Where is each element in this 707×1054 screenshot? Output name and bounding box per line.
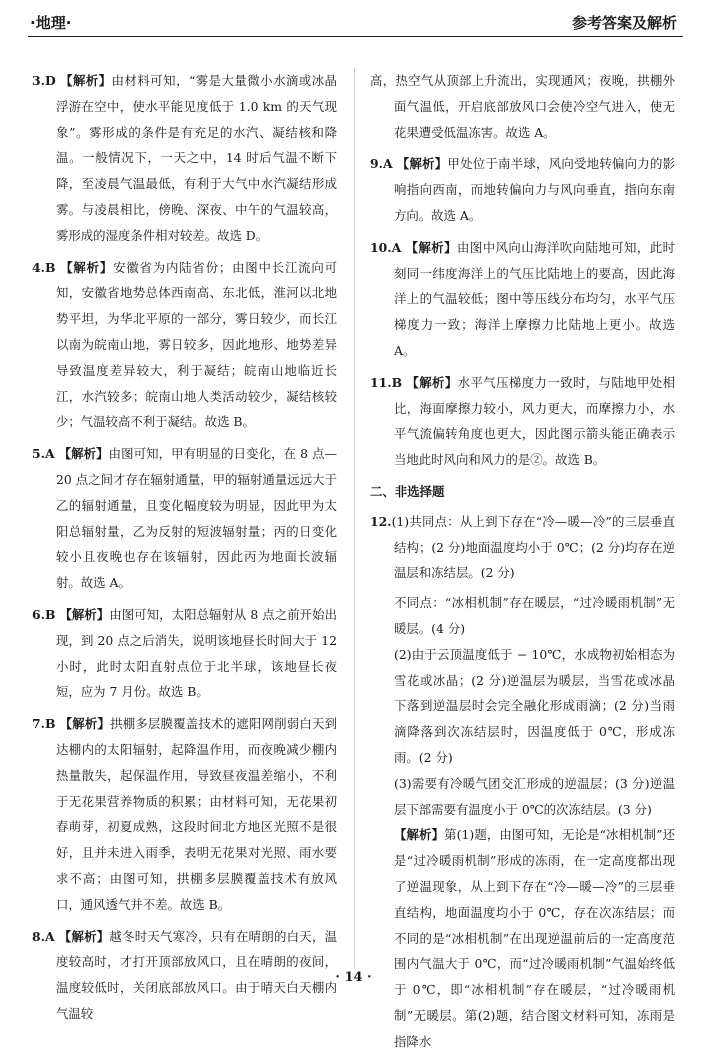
answer-item-3 bbox=[32, 68, 337, 249]
analysis-text: 由图中风向山海洋吹向陆地可知，此时刻同一纬度海洋上的气压比陆地上的要高，因此海洋上的气温较低；图中等压线分布均匀，水平气压梯度力一致；海洋上摩擦力比陆地上更小。故选 A。 bbox=[394, 239, 675, 358]
analysis-text: 甲处位于南半球，风向受地转偏向力的影响指向西南，而地转偏向力与风向垂直，指向东南方向。故选 A。 bbox=[394, 156, 676, 223]
answer-letter: D bbox=[44, 73, 56, 88]
analysis-text: 第(1)题，由图可知，无论是“冰相机制”还是“过冷暖雨机制”形成的冻雨，在一定高度都出现了逆温现象，从上到下存在“冷—暖—冷”的三层垂直结构，地面温度均小于 0℃，存在次冻结层；而不同的是“冰相机制”在出现逆温前后的一定高度范围内气温大于 0℃，而“过冷暖雨机制”气温始终低于 0℃，即“冰相机制”存在暖层，“过冷暖雨机制”无暖层。第(2)题，结合图文材料可知，冻雨是指降水 bbox=[394, 827, 675, 1049]
question-number: 11. bbox=[370, 374, 392, 390]
answer-item-7 bbox=[32, 711, 337, 917]
analysis-tag: 【解析】 bbox=[60, 73, 112, 88]
left-column bbox=[32, 68, 337, 1033]
analysis-tag: 【解析】 bbox=[394, 827, 445, 843]
analysis-tag: 【解析】 bbox=[58, 446, 109, 462]
answer-letter: A bbox=[44, 446, 55, 462]
analysis-text: 由图可知，太阳总辐射从 8 点之前开始出现，到 20 点之后消失，说明该地昼长时间大于 12 小时，此时太阳直射点位于北半球，该地昼长夜短，应为 7 月份。故选 B。 bbox=[56, 606, 337, 700]
answer-item-9 bbox=[370, 151, 675, 228]
question-number: 4. bbox=[32, 259, 45, 275]
answer-text: (1)共同点：从上到下存在“冷—暖—冷”的三层垂直结构；(2 分)地面温度均小于 0℃；(2 分)均存在逆温层和冻结层。(2 分) bbox=[391, 513, 675, 581]
analysis-tag: 【解析】 bbox=[58, 928, 110, 944]
question-number: 7. bbox=[32, 716, 45, 732]
column-divider bbox=[354, 68, 355, 968]
analysis-tag: 【解析】 bbox=[59, 606, 110, 622]
answer-item-11 bbox=[370, 370, 675, 473]
question-number: 5. bbox=[32, 446, 45, 462]
analysis-tag: 【解析】 bbox=[396, 156, 448, 172]
question-number: 8. bbox=[32, 928, 45, 944]
answer-item-5 bbox=[32, 441, 337, 596]
analysis-tag: 【解析】 bbox=[60, 259, 114, 275]
question-number: 10. bbox=[370, 239, 392, 255]
answer-item-12-part1 bbox=[370, 509, 675, 586]
analysis-text: 由图可知，甲有明显的日变化，在 8 点—20 点之间才存在辐射通量，甲的辐射通量远远大于乙的辐射通量，且变化幅度较为明显，因此甲为太阳总辐射量，乙为反射的短波辐射量；丙的日变化较小且夜晚也存在该辐射，因此丙为地面长波辐射。故选 A。 bbox=[56, 446, 337, 591]
answer-item-12-part3: (3)需要有冷暖气团交汇形成的逆温层；(3 分)逆温层下部需要有温度小于 0℃的次冻结层。(3 分) bbox=[394, 775, 675, 817]
analysis-tag: 【解析】 bbox=[405, 239, 457, 255]
page-number: · 14 · bbox=[335, 970, 372, 985]
answer-item-6 bbox=[32, 602, 337, 705]
page-header bbox=[28, 6, 683, 37]
answer-letter: B bbox=[44, 716, 56, 732]
answer-item-8-continued bbox=[370, 68, 675, 145]
answer-letter: B bbox=[44, 259, 56, 275]
analysis-text: 水平气压梯度力一致时，与陆地甲处相比，海面摩擦力较小，风力更大，而摩擦力小，水平气流偏转角度也更大，因此图示箭头能正确表示当地此时风向和风力的是②。故选 B。 bbox=[394, 374, 675, 468]
analysis-text: 拱棚多层膜覆盖技术的遮阳网削弱白天到达棚内的太阳辐射，起降温作用，而夜晚减少棚内热量散失，起保温作用，导致昼夜温差缩小，不利于无花果营养物质的积累；由材料可知，无花果初春萌芽，初夏成熟，这段时间北方地区光照不是很好，且并未进入雨季，表明无花果对光照、雨水要求不高；由图可知，拱棚多层膜覆盖技术有放风口，通风透气并不差。故选 B。 bbox=[56, 716, 337, 912]
question-number: 9. bbox=[370, 156, 383, 172]
answer-item-12-analysis bbox=[370, 822, 675, 1054]
answer-item-10 bbox=[370, 235, 675, 364]
answer-item-12-part2: (2)由于云顶温度低于 − 10℃，水成物初始相态为雪花或冰晶；(2 分)逆温层为暖层，当雪花或冰晶下落到逆温层时会完全融化形成雨滴；(2 分)当雨滴降落到次冻结层时，因温度低于 0℃，形成冻雨。(2 分) bbox=[394, 646, 675, 765]
right-column bbox=[370, 68, 675, 1054]
answer-letter: B bbox=[44, 606, 56, 622]
analysis-text: 高，热空气从顶部上升流出，实现通风；夜晚，拱棚外面气温低，开启底部放风口会使冷空气进入，使无花果遭受低温冻害。故选 A。 bbox=[370, 73, 675, 140]
answer-letter: A bbox=[44, 928, 55, 944]
analysis-tag: 【解析】 bbox=[406, 374, 458, 390]
analysis-text: 安徽省为内陆省份；由图中长江流向可知，安徽省地势总体西南高、东北低，淮河以北地势平坦，为华北平原的一部分，雾日较少，而长江以南为皖南山地，雾日较多，因此地形、地势差异导致温度差异较大，利于凝结；皖南山地临近长江，水汽较多；皖南山地人类活动较少，凝结核较少；气温较高不利于凝结。故选 B。 bbox=[56, 259, 338, 430]
section-title: 二、非选择题 bbox=[370, 483, 445, 499]
answer-letter: A bbox=[382, 156, 393, 172]
answer-item-12-part1-diff: 不同点：“冰相机制”存在暖层，“过冷暖雨机制”无暖层。(4 分) bbox=[394, 595, 675, 636]
question-number: 3. bbox=[32, 73, 45, 88]
analysis-tag: 【解析】 bbox=[59, 716, 111, 732]
analysis-text: 越冬时天气寒冷，只有在晴朗的白天，温度较高时，才打开顶部放风口，且在晴朗的夜间，温度较低时，关闭底部放风口。由于晴天白天棚内气温较 bbox=[56, 928, 338, 1021]
subject-label: ·地理· bbox=[30, 14, 72, 32]
header-title: 参考答案及解析 bbox=[571, 14, 677, 32]
answer-letter: A bbox=[391, 239, 402, 255]
analysis-text: 由材料可知，“雾是大量微小水滴或冰晶浮游在空中，使水平能见度低于 1.0 km 的天气现象”。雾形成的条件是有充足的水汽、凝结核和降温。一般情况下，一天之中，14 时后气温不断下降，至凌晨气温最低，有利于大气中水汽凝结形成雾。与凌晨相比，傍晚、深夜、中午的气温较高，雾形成的湿度条件相对较差。故选 D。 bbox=[56, 73, 337, 243]
question-number: 6. bbox=[32, 606, 45, 622]
answer-letter: B bbox=[391, 374, 403, 390]
answer-item-4 bbox=[32, 255, 337, 436]
question-number: 12. bbox=[370, 513, 392, 529]
